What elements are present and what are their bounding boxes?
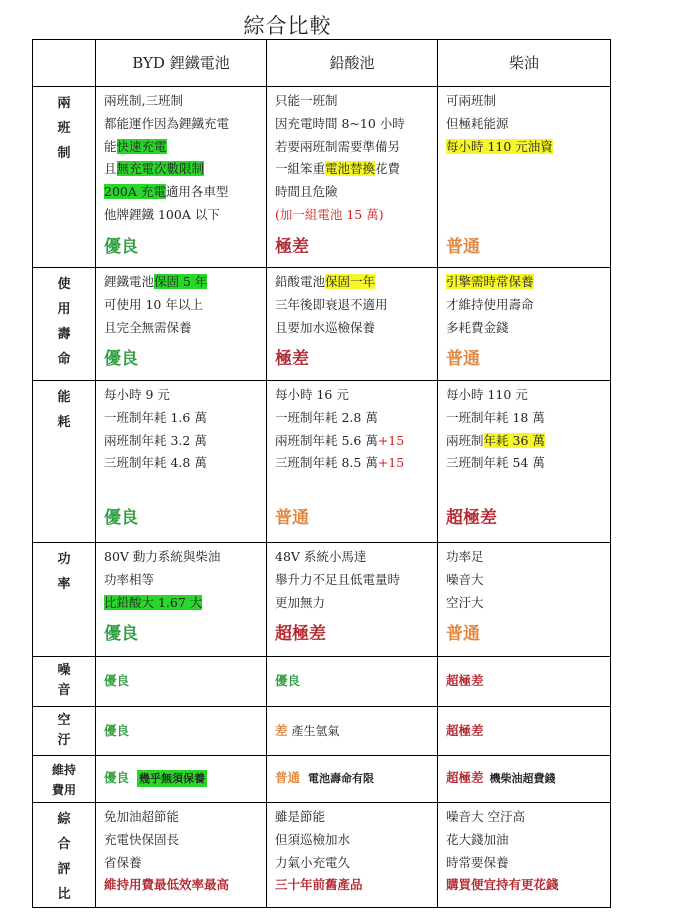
- cell-power-lead: 48V 系統小馬達 舉升力不足且低電量時 更加無力 超極差: [267, 543, 438, 657]
- rating-power-byd: 優良: [104, 624, 138, 645]
- pollution-lead-note: 產生氫氣: [291, 723, 340, 738]
- summary-byd-verdict: 維持用費最低效率最高: [104, 877, 230, 893]
- cell-maintenance-diesel: [438, 756, 611, 803]
- cell-shift-diesel: 可兩班制 但極耗能源 每小時 110 元油資 普通: [438, 87, 611, 268]
- cell-power-diesel: 功率足 噪音大 空汙大 普通: [438, 543, 611, 657]
- cell-summary-byd: 免加油超節能 充電快保固長 省保養 維持用費最低效率最高: [96, 803, 267, 908]
- header-diesel: 柴油: [438, 40, 611, 87]
- cell-shift-lead: 只能一班制 因充電時間 8~10 小時 若要兩班制需要準備另 一組笨重電池替換花費 時間且危險 (加一組電池 15 萬) 極差: [267, 87, 438, 268]
- maintenance-diesel-note: 機柴油超費錢: [489, 772, 556, 786]
- cell-shift-byd: 兩班制,三班制 都能運作因為鋰鐵充電 能快速充電 且無充電次數限制 200A 充電適用各車型 他牌鋰鐵 100A 以下 優良: [96, 87, 267, 268]
- row-label-pollution: 空 汙: [33, 707, 96, 756]
- rating-energy-lead: 普通: [275, 507, 309, 528]
- rating-shift-lead: 極差: [275, 236, 309, 257]
- row-label-energy: 能 耗: [33, 381, 96, 543]
- header-lead-acid: 鉛酸池: [267, 40, 438, 87]
- rating-maintenance-lead: 普通: [275, 770, 301, 786]
- rating-life-lead: 極差: [275, 349, 309, 370]
- summary-diesel-verdict: 購買便宜持有更花錢: [446, 877, 559, 893]
- page-title: 綜合比較: [243, 14, 332, 38]
- cell-maintenance-byd: [96, 756, 267, 803]
- rating-shift-byd: 優良: [104, 236, 138, 257]
- header-byd: BYD 鋰鐵電池: [96, 40, 267, 87]
- rating-noise-byd: 優良: [96, 657, 267, 707]
- row-shift: [33, 87, 611, 268]
- row-label-power: 功 率: [33, 543, 96, 657]
- cell-life-lead: 鉛酸電池保固一年 三年後即衰退不適用 且要加水巡檢保養 極差: [267, 268, 438, 381]
- rating-shift-diesel: 普通: [446, 236, 480, 257]
- row-life: [33, 268, 611, 381]
- row-noise: [33, 657, 611, 707]
- row-power: [33, 543, 611, 657]
- rating-power-diesel: 普通: [446, 624, 480, 645]
- cell-summary-lead: 雖是節能 但須巡檢加水 力氣小充電久 三十年前舊產品: [267, 803, 438, 908]
- maintenance-lead-note: 電池壽命有限: [308, 772, 375, 786]
- rating-power-lead: 超極差: [275, 624, 326, 645]
- rating-pollution-byd: 優良: [96, 707, 267, 756]
- cell-summary-diesel: 噪音大 空汙高 花大錢加油 時常要保養 購買便宜持有更花錢: [438, 803, 611, 908]
- rating-noise-lead: 優良: [267, 657, 438, 707]
- cell-power-byd: 80V 動力系統與柴油 功率相等 比鉛酸大 1.67 大 優良: [96, 543, 267, 657]
- cell-energy-diesel: 每小時 110 元 一班制年耗 18 萬 兩班制年耗 36 萬 三班制年耗 54 萬 超極差: [438, 381, 611, 543]
- header-row: [33, 40, 611, 87]
- summary-lead-verdict: 三十年前舊產品: [275, 877, 363, 893]
- header-empty: [33, 40, 96, 87]
- row-label-noise: 噪 音: [33, 657, 96, 707]
- rating-energy-diesel: 超極差: [446, 507, 497, 528]
- rating-life-diesel: 普通: [446, 349, 480, 370]
- row-pollution: [33, 707, 611, 756]
- rating-noise-diesel: 超極差: [438, 657, 611, 707]
- row-label-maintenance: 維持 費用: [33, 756, 96, 803]
- cell-life-byd: 鋰鐵電池保固 5 年 可使用 10 年以上 且完全無需保養 優良: [96, 268, 267, 381]
- rating-energy-byd: 優良: [104, 507, 138, 528]
- cell-life-diesel: 引擎需時常保養 才維持使用壽命 多耗費金錢 普通: [438, 268, 611, 381]
- comparison-table: [32, 39, 611, 908]
- cell-energy-lead: 每小時 16 元 一班制年耗 2.8 萬 兩班制年耗 5.6 萬+15 三班制年耗 8.5 萬+15 普通: [267, 381, 438, 543]
- cell-pollution-lead: [267, 707, 438, 756]
- rating-life-byd: 優良: [104, 349, 138, 370]
- row-label-shift: 兩 班 制: [33, 87, 96, 268]
- rating-pollution-diesel: 超極差: [438, 707, 611, 756]
- row-maintenance: [33, 756, 611, 803]
- cell-energy-byd: 每小時 9 元 一班制年耗 1.6 萬 兩班制年耗 3.2 萬 三班制年耗 4.8 萬 優良: [96, 381, 267, 543]
- row-energy: [33, 381, 611, 543]
- maintenance-byd-note: 幾乎無須保養: [139, 772, 206, 786]
- cell-maintenance-lead: [267, 756, 438, 803]
- row-label-summary: 綜 合 評 比: [33, 803, 96, 908]
- row-label-life: 使 用 壽 命: [33, 268, 96, 381]
- rating-pollution-lead: 差: [275, 722, 288, 738]
- rating-maintenance-diesel: 超極差: [446, 770, 484, 786]
- row-summary: [33, 803, 611, 908]
- rating-maintenance-byd: 優良: [104, 770, 130, 786]
